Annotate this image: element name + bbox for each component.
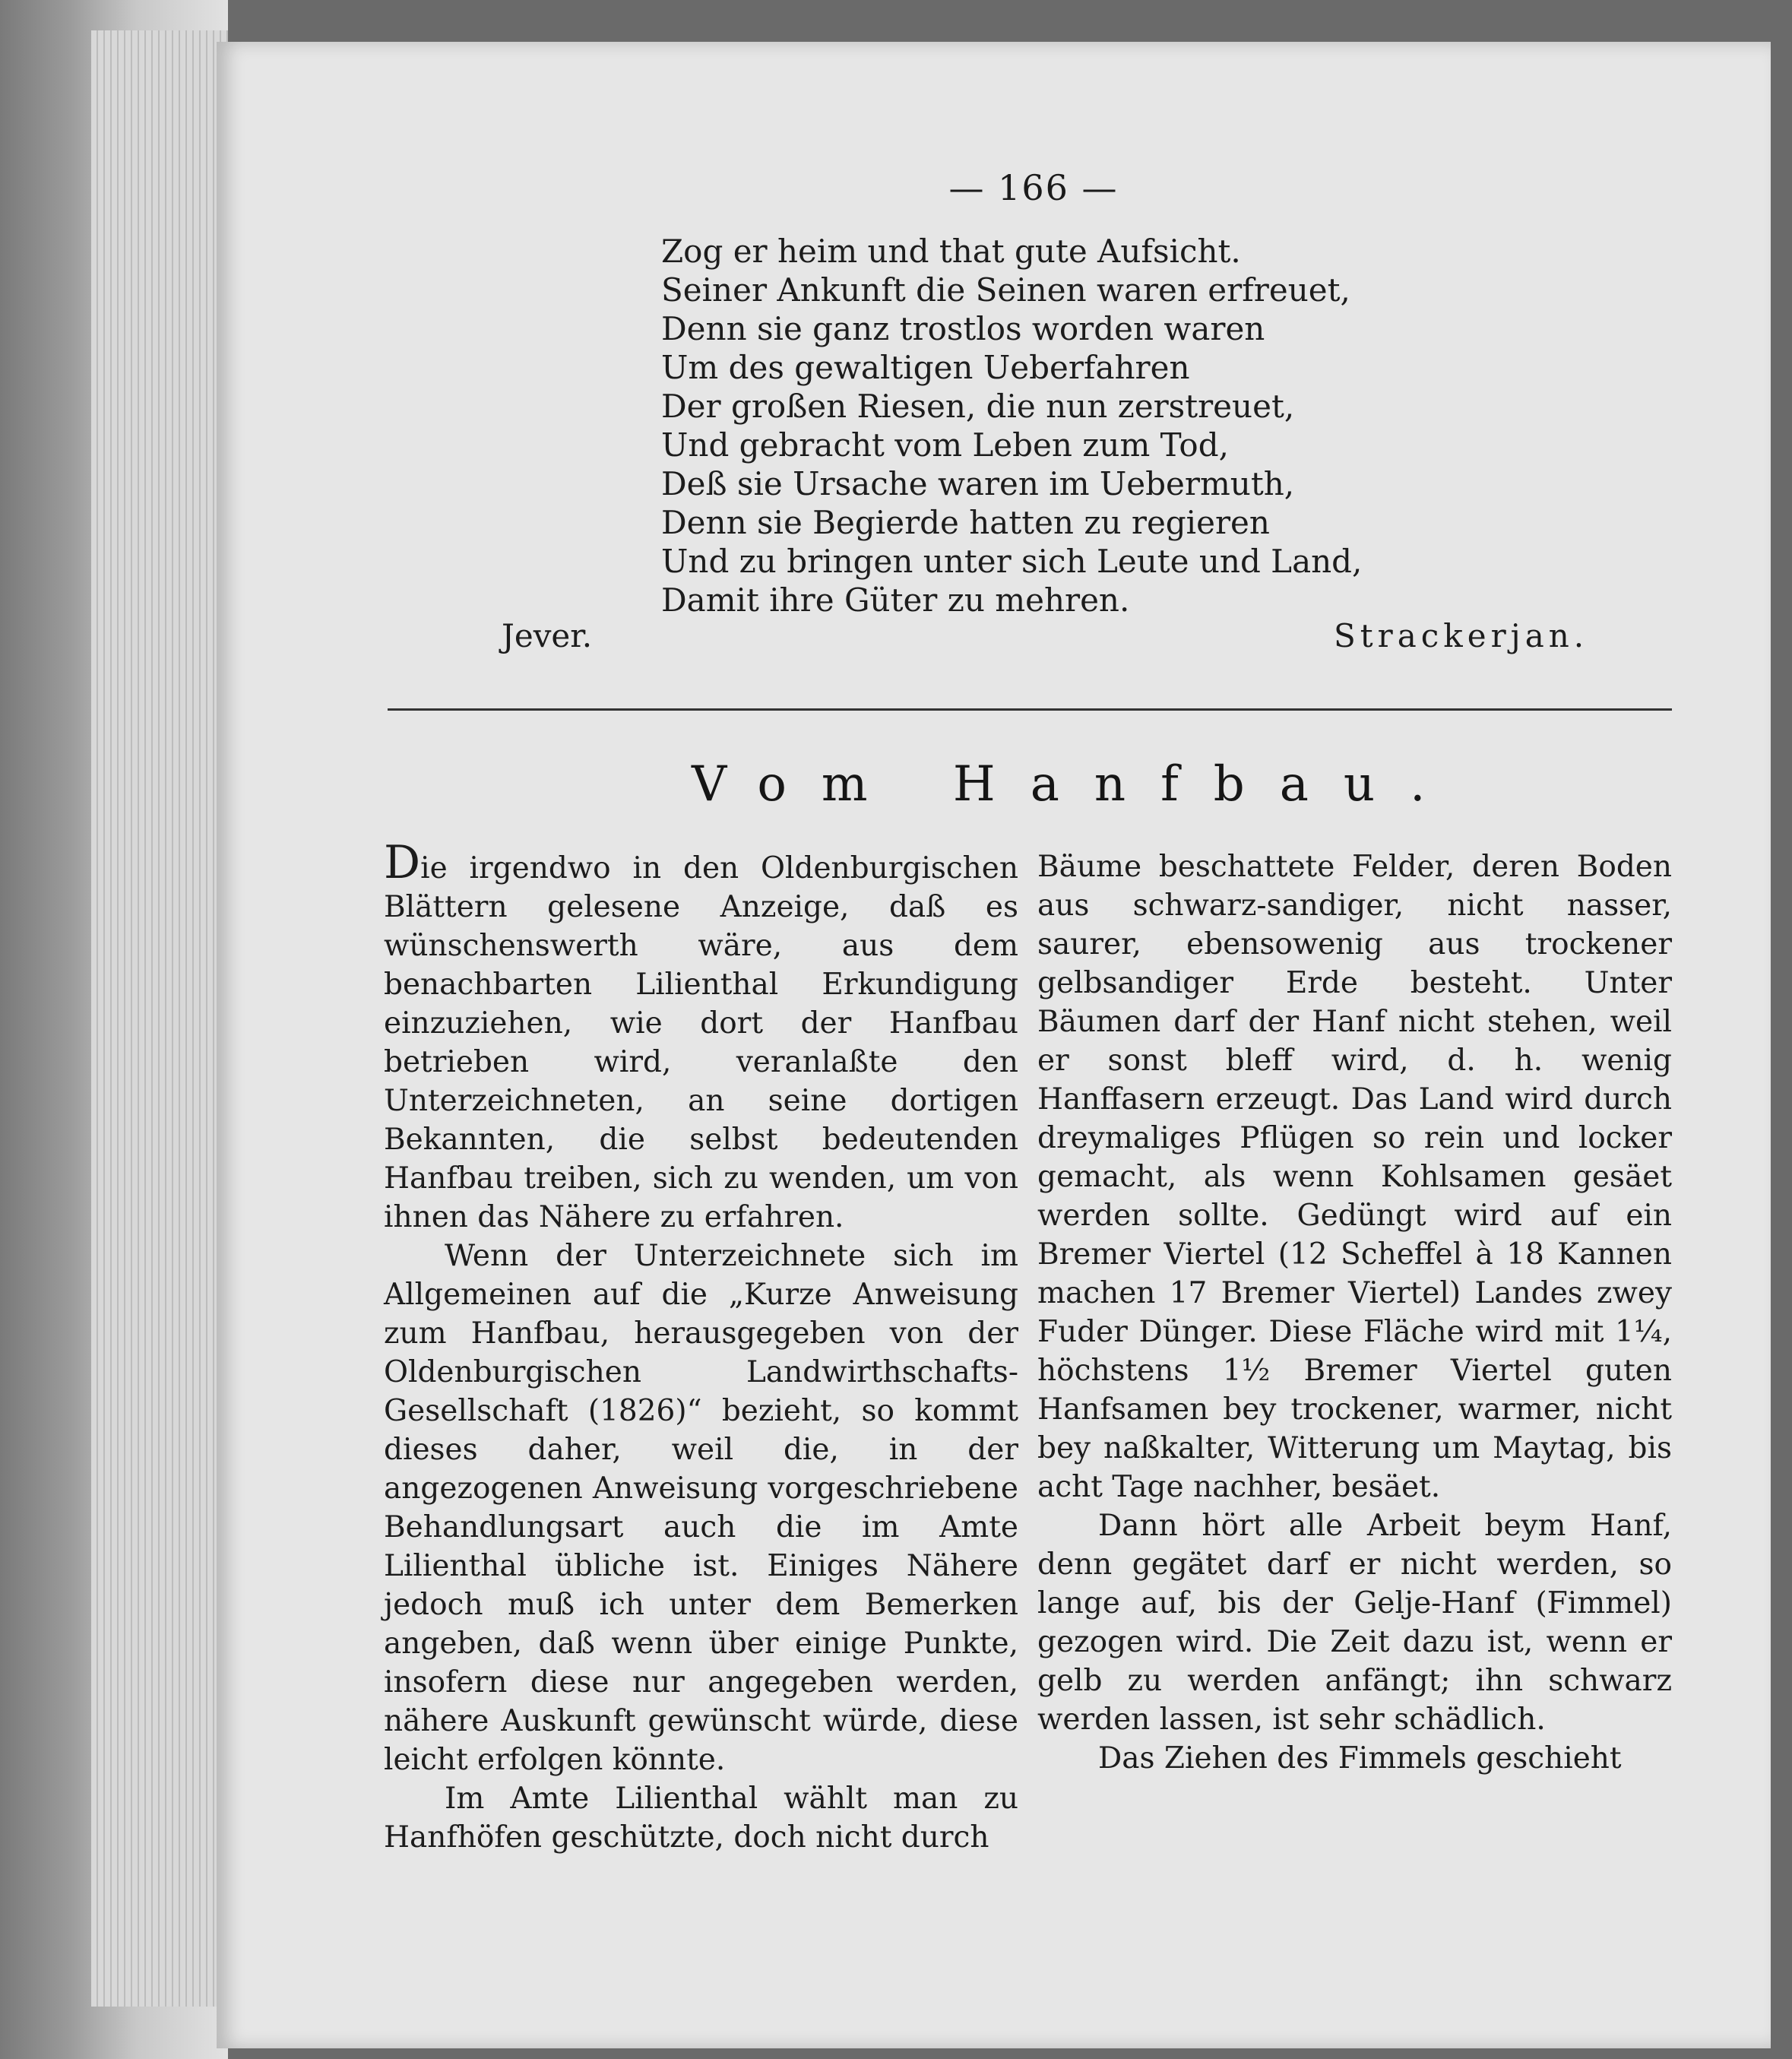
paragraph: Im Amte Lilienthal wählt man zu Hanfhöfen geschützte, doch nicht durch [384, 1782, 1018, 1855]
poem-line: Damit ihre Güter zu mehren. [661, 581, 1130, 619]
signature-place: Jever. [502, 617, 593, 654]
drop-cap: D [384, 836, 421, 889]
paragraph: Dann hört alle Arbeit beym Hanf, denn gegätet darf er nicht werden, so lange auf, bis der Gelje-Hanf (Fimmel) gezogen wird. Die Zeit dazu ist, wenn er gelb zu werden anfängt; ihn schwarz werden lassen, ist sehr schädlich. [1037, 1509, 1672, 1737]
poem-line: Und gebracht vom Leben zum Tod, [661, 426, 1229, 464]
poem-line: Um des gewaltigen Ueberfahren [661, 349, 1190, 386]
poem-line: Der großen Riesen, die nun zerstreuet, [661, 388, 1295, 425]
right-column [1037, 847, 1672, 1778]
paragraph [384, 836, 1018, 1237]
poem-line: Und zu bringen unter sich Leute und Land, [661, 543, 1363, 580]
poem-line: Zog er heim und that gute Aufsicht. [661, 233, 1241, 270]
poem-line: Denn sie ganz trostlos worden waren [661, 310, 1265, 347]
paragraph: Das Ziehen des Fimmels geschieht [1098, 1741, 1622, 1775]
poem-line: Seiner Ankunft die Seinen waren erfreuet, [661, 271, 1350, 309]
poem [661, 232, 1363, 619]
article-heading: Vom Hanfbau. [692, 756, 1461, 813]
paragraph-text: ie irgendwo in den Oldenburgischen Blättern gelesene Anzeige, daß es wünschenswerth wäre, aus dem benachbarten Lilienthal Erkundigung einzuziehen, wie dort der Hanfbau betrieben wird, veranlaßte den Unterzeichneten, an seine dortigen Bekannten, die selbst bedeutenden Hanfbau treiben, sich zu wenden, um von ihnen das Nähere zu erfahren. [384, 851, 1018, 1234]
section-divider [388, 708, 1672, 711]
paragraph: Bäume beschattete Felder, deren Boden aus schwarz-sandiger, nicht nasser, saurer, ebensowenig aus trockener gelbsandiger Erde besteht. Unter Bäumen darf der Hanf nicht stehen, weil er sonst bleff wird, d. h. wenig Hanffasern erzeugt. Das Land wird durch dreymaliges Pflügen so rein und locker gemacht, als wenn Kohlsamen gesäet werden sollte. Gedüngt wird auf ein Bremer Viertel (12 Scheffel à 18 Kannen machen 17 Bremer Viertel) Landes zwey Fuder Dünger. Diese Fläche wird mit 1¼, höchstens 1½ Bremer Viertel guten Hanfsamen bey trockener, warmer, nicht bey naßkalter, Witterung um Maytag, bis acht Tage nachher, besäet. [1037, 850, 1672, 1504]
poem-line: Deß sie Ursache waren im Uebermuth, [661, 465, 1295, 502]
poem-line: Denn sie Begierde hatten zu regieren [661, 504, 1270, 541]
paragraph: Wenn der Unterzeichnete sich im Allgemeinen auf die „Kurze Anweisung zum Hanfbau, herausgegeben von der Oldenburgischen Landwirthschafts-Gesellschaft (1826)“ bezieht, so kommt dieses daher, weil die, in der angezogenen Anweisung vorgeschriebene Behandlungsart auch die im Amte Lilienthal übliche ist. Einiges Nähere jedoch muß ich unter dem Bemerken angeben, daß wenn über einige Punkte, insofern diese nur angegeben werden, nähere Auskunft gewünscht würde, diese leicht erfolgen könnte. [384, 1239, 1018, 1777]
page-number: — 166 — [948, 167, 1119, 208]
signature-author: Strackerjan. [1334, 617, 1589, 654]
left-column [384, 836, 1018, 1857]
